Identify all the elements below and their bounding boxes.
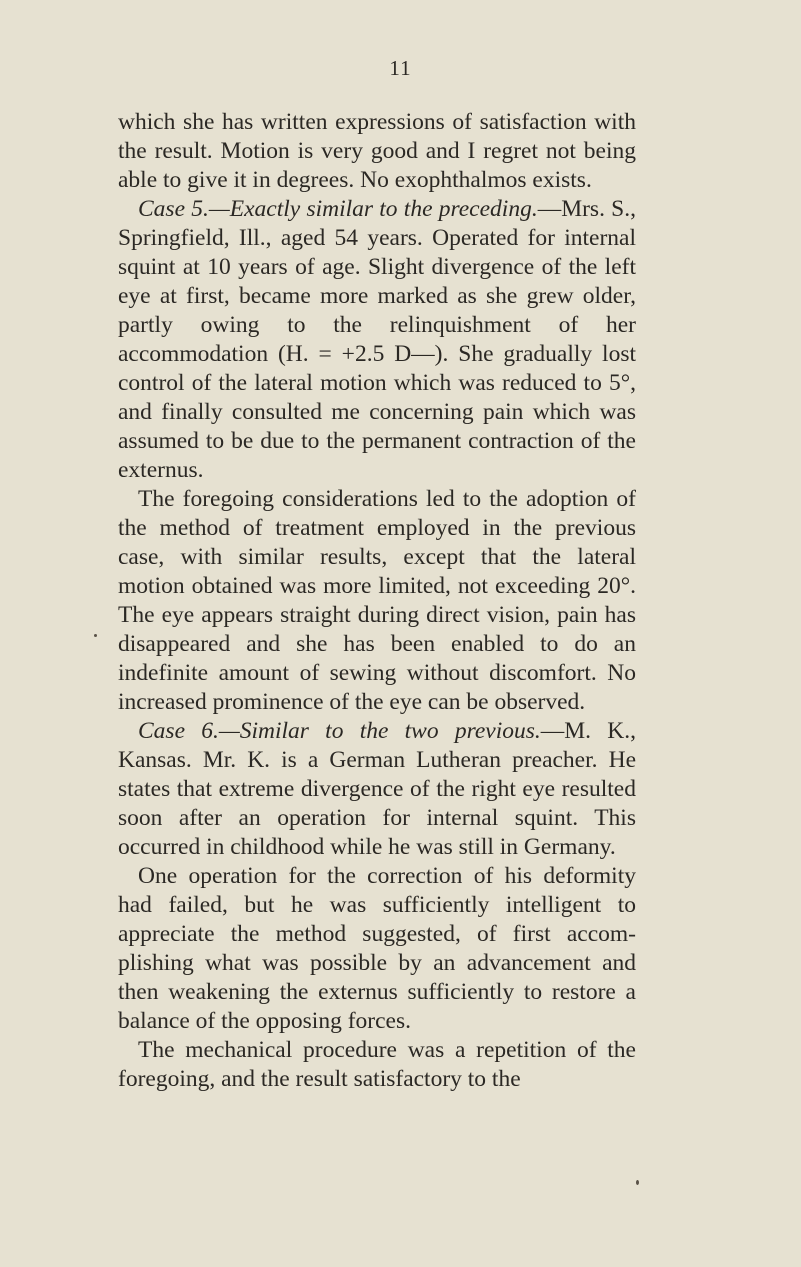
paragraph-continuation (118, 108, 636, 195)
paragraph-treatment (118, 485, 636, 717)
paragraph-text: which she has written expressions of satisfaction with the result. Motion is very good and I regret not being able to give it in degrees. No exophthalmos exists. (118, 109, 636, 193)
paragraph-text: —Mrs. S., Springfield, Ill., aged 54 years. Operated for internal squint at 10 years of age. Slight divergence of the left eye at first, became more marked as she grew older, partly owing to the relinquishment of her accommodation (H. = +2.5 D—). She gradually lost control of the lateral motion which was reduced to 5°, and finally consulted me concerning pain which was assumed to be due to the permanent contraction of the externus. (118, 196, 636, 483)
body-text (118, 108, 636, 1094)
print-speck (94, 634, 97, 637)
case-5-heading: Case 5.—Exactly similar to the preceding. (138, 196, 538, 222)
paragraph-case-5 (118, 195, 636, 485)
paragraph-text: —M. K., Kansas. Mr. K. is a German Lutheran preacher. He states that extreme divergence of the right eye resulted soon after an operation for internal squint. This occurred in childhood while he was still in Germany. (118, 718, 636, 860)
case-6-heading: Case 6.—Similar to the two previous. (138, 718, 541, 744)
paragraph-text: The mechanical procedure was a repetition of the foregoing, and the result satisfactory to the (118, 1037, 636, 1092)
page-number: 11 (389, 56, 412, 80)
paragraph-case-6 (118, 717, 636, 862)
paragraph-procedure (118, 1036, 636, 1094)
paragraph-text: The foregoing considerations led to the adoption of the method of treatment employed in the previous case, with similar results, except that the lateral motion obtained was more limited, not exceeding 20°. The eye appears straight during direct vision, pain has disappeared and she has been enabled to do an indefinite amount of sewing without discomfort. No increased prominence of the eye can be observed. (118, 486, 636, 715)
paragraph-text: One operation for the correction of his deformity had failed, but he was sufficiently intelligent to appreciate the method suggested, of first accomplishing what was possible by an advancement and then weakening the externus sufficiently to restore a balance of the opposing forces. (118, 863, 636, 1034)
paragraph-operation (118, 862, 636, 1036)
print-speck (636, 1180, 639, 1185)
